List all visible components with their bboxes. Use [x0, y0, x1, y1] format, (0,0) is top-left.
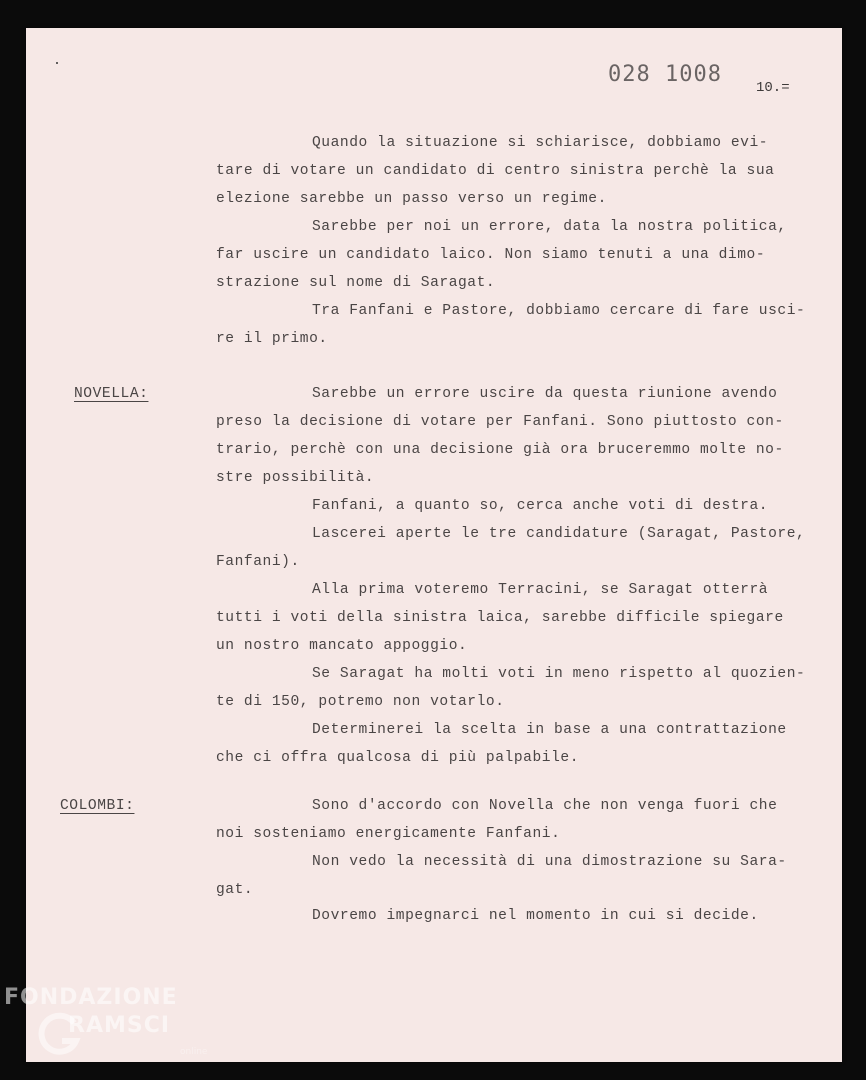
text-line: Non vedo la necessità di una dimostrazione su Sara-	[312, 854, 787, 870]
text-line: tare di votare un candidato di centro sinistra perchè la sua	[216, 163, 775, 179]
text-line: stre possibilità.	[216, 470, 375, 486]
text-line: strazione sul nome di Saragat.	[216, 275, 496, 291]
text-line: preso la decisione di votare per Fanfani. Sono piuttosto con-	[216, 414, 784, 430]
text-line: Sarebbe per noi un errore, data la nostra politica,	[312, 219, 787, 235]
speaker-novella: NOVELLA:	[74, 386, 149, 402]
text-line: far uscire un candidato laico. Non siamo tenuti a una dimo-	[216, 247, 766, 263]
text-line: Fanfani).	[216, 554, 300, 570]
text-line: Dovremo impegnarci nel momento in cui si decide.	[312, 908, 759, 924]
text-line: Tra Fanfani e Pastore, dobbiamo cercare di fare usci-	[312, 303, 806, 319]
text-line: elezione sarebbe un passo verso un regime.	[216, 191, 607, 207]
page-number: 10.=	[756, 80, 790, 96]
text-line: Lascerei aperte le tre candidature (Saragat, Pastore,	[312, 526, 806, 542]
text-line: noi sosteniamo energicamente Fanfani.	[216, 826, 561, 842]
text-line: Fanfani, a quanto so, cerca anche voti di destra.	[312, 498, 769, 514]
text-line: Sarebbe un errore uscire da questa riunione avendo	[312, 386, 778, 402]
text-line: re il primo.	[216, 331, 328, 347]
archive-number: 028 1008	[608, 62, 722, 87]
watermark-suffix: online	[180, 1047, 208, 1057]
text-line: te di 150, potremo non votarlo.	[216, 694, 505, 710]
watermark-line1: FONDAZIONE	[4, 985, 178, 1010]
text-line: Alla prima voteremo Terracini, se Saragat otterrà	[312, 582, 769, 598]
text-line: Quando la situazione si schiarisce, dobbiamo evi-	[312, 135, 769, 151]
paper-speck	[56, 62, 58, 64]
text-line: trario, perchè con una decisione già ora bruceremmo molte no-	[216, 442, 784, 458]
text-line: che ci offra qualcosa di più palpabile.	[216, 750, 579, 766]
text-line: un nostro mancato appoggio.	[216, 638, 468, 654]
text-line: Determinerei la scelta in base a una contrattazione	[312, 722, 787, 738]
text-line: Se Saragat ha molti voti in meno rispetto al quozien-	[312, 666, 806, 682]
speaker-colombi: COLOMBI:	[60, 798, 135, 814]
text-line: tutti i voti della sinistra laica, sarebbe difficile spiegare	[216, 610, 784, 626]
document-page	[26, 28, 842, 1062]
text-line: Sono d'accordo con Novella che non venga fuori che	[312, 798, 778, 814]
text-line: gat.	[216, 882, 254, 898]
watermark-line2: RAMSCI	[68, 1013, 171, 1038]
fondazione-gramsci-watermark	[4, 985, 208, 1057]
